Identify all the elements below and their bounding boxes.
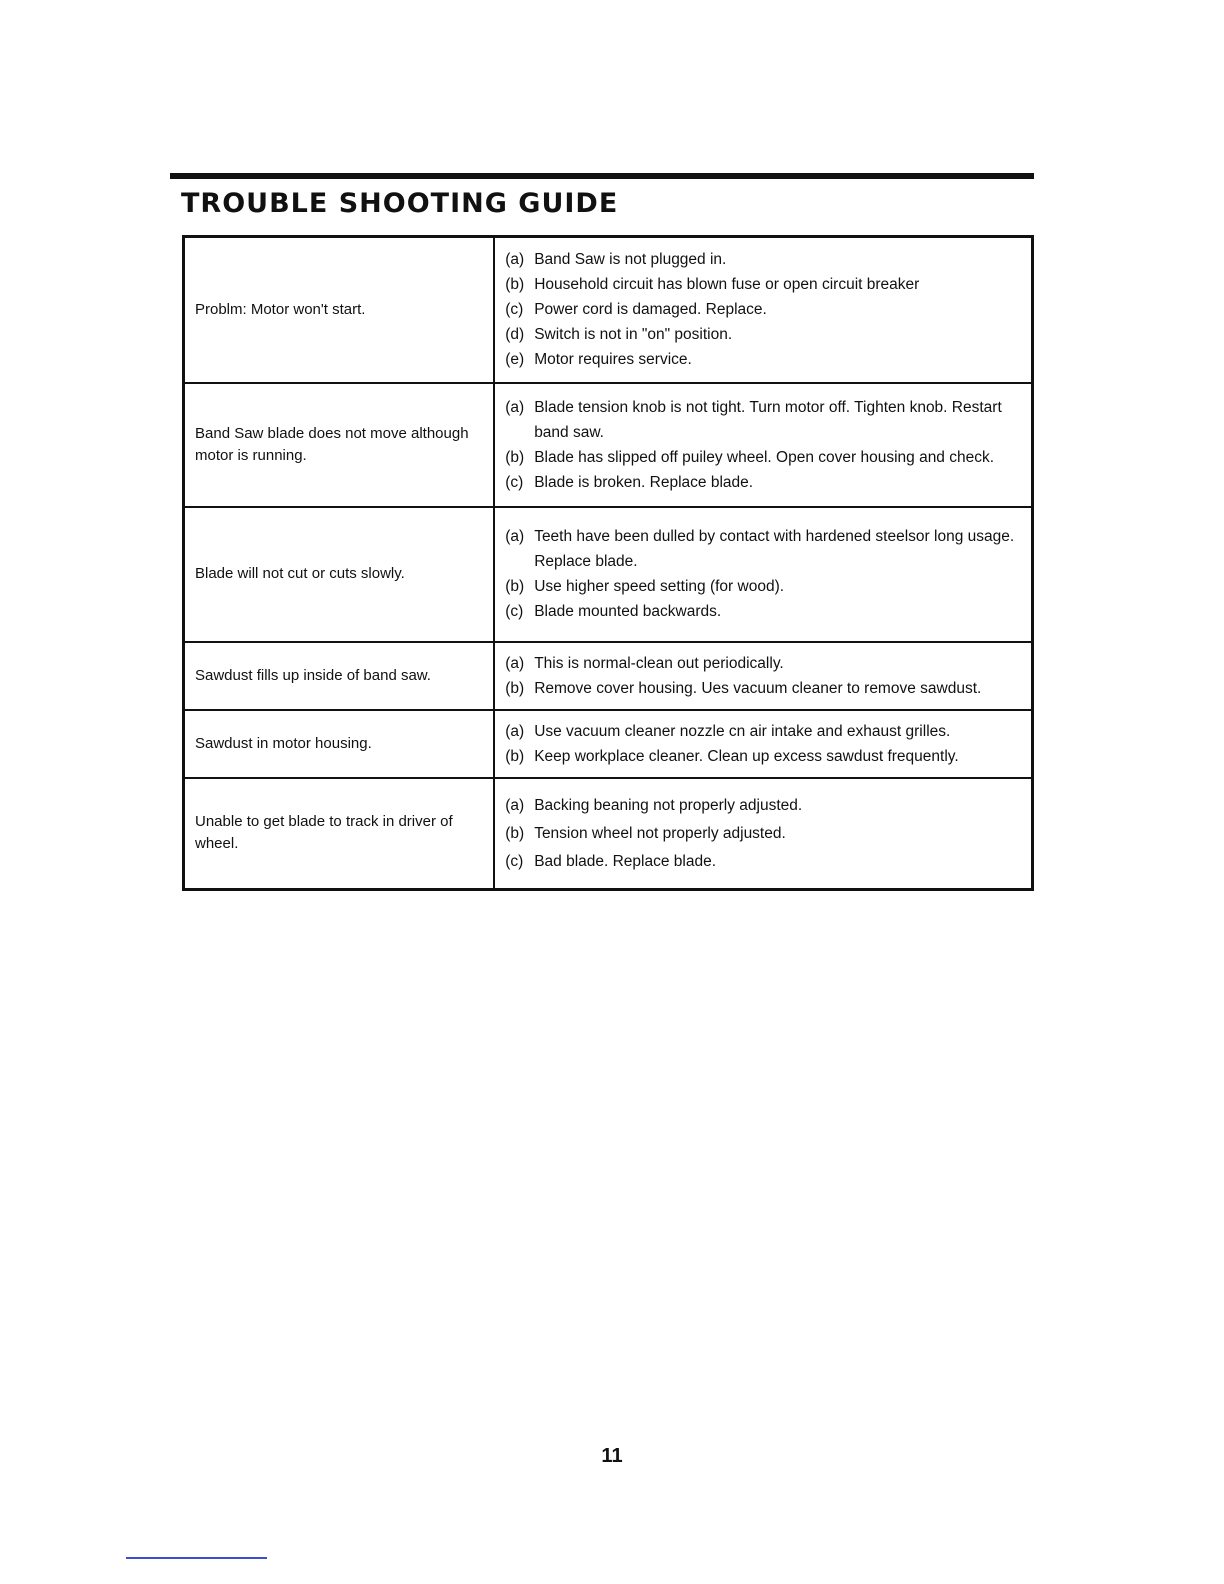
page-number: 11 — [601, 1445, 623, 1467]
top-rule — [170, 173, 1034, 179]
remedy-cell — [494, 507, 1032, 642]
remedy-letter: (e) — [505, 351, 525, 369]
remedy-letter: (c) — [505, 473, 524, 491]
remedy-text: Blade has slipped off puiley wheel. Open cover housing and check. — [534, 448, 995, 466]
remedy-item — [505, 574, 1021, 599]
remedy-item — [505, 347, 1021, 372]
remedy-item — [505, 395, 1021, 445]
remedy-cell — [494, 237, 1032, 383]
remedy-item — [505, 322, 1021, 347]
remedy-cell — [494, 778, 1032, 890]
remedy-list — [505, 651, 1021, 701]
remedy-item — [505, 470, 1021, 495]
remedy-cell — [494, 642, 1032, 710]
remedy-letter: (a) — [505, 528, 525, 545]
remedy-letter: (a) — [505, 796, 525, 814]
table-row — [184, 778, 1033, 890]
remedy-text: Bad blade. Replace blade. — [534, 852, 717, 870]
table-row — [184, 507, 1033, 642]
remedy-letter: (b) — [505, 578, 525, 595]
remedy-list — [505, 395, 1021, 495]
table-row — [184, 383, 1033, 507]
remedy-text: Remove cover housing. Ues vacuum cleaner to remove sawdust. — [534, 679, 982, 697]
remedy-letter: (b) — [505, 679, 525, 697]
remedy-text: This is normal-clean out periodically. — [534, 654, 784, 672]
link-underline — [126, 1557, 267, 1559]
remedy-item — [505, 676, 1021, 701]
table-row — [184, 710, 1033, 778]
remedy-letter: (b) — [505, 824, 525, 842]
remedy-text: Tension wheel not properly adjusted. — [534, 824, 786, 842]
remedy-item — [505, 599, 1021, 624]
problem-cell: Problm: Motor won't start. — [184, 237, 495, 383]
remedy-letter: (c) — [505, 301, 524, 319]
remedy-text: Household circuit has blown fuse or open circuit breaker — [534, 276, 920, 294]
problem-cell: Sawdust fills up inside of band saw. — [184, 642, 495, 710]
table-row — [184, 237, 1033, 383]
remedy-list — [505, 719, 1021, 769]
remedy-list — [505, 247, 1021, 372]
remedy-item — [505, 272, 1021, 297]
remedy-list — [505, 793, 1021, 874]
remedy-letter: (b) — [505, 448, 525, 466]
problem-cell: Unable to get blade to track in driver of wheel. — [184, 778, 495, 890]
problem-cell: Blade will not cut or cuts slowly. — [184, 507, 495, 642]
remedy-item — [505, 821, 1021, 846]
remedy-letter: (c) — [505, 603, 524, 620]
remedy-letter: (b) — [505, 747, 525, 765]
remedy-text: Backing beaning not properly adjusted. — [534, 796, 803, 814]
remedy-item — [505, 445, 1021, 470]
remedy-item — [505, 719, 1021, 744]
remedy-letter: (a) — [505, 251, 525, 269]
remedy-text: Use higher speed setting (for wood). — [534, 578, 785, 595]
table-row — [184, 642, 1033, 710]
remedy-text: Blade is broken. Replace blade. — [534, 473, 754, 491]
problem-cell: Band Saw blade does not move although motor is running. — [184, 383, 495, 507]
remedy-letter: (b) — [505, 276, 525, 294]
remedy-letter: (a) — [505, 654, 525, 672]
troubleshooting-table — [182, 235, 1034, 891]
remedy-item — [505, 297, 1021, 322]
remedy-letter: (c) — [505, 852, 524, 870]
remedy-text: Blade mounted backwards. — [534, 603, 722, 620]
remedy-text: Use vacuum cleaner nozzle cn air intake and exhaust grilles. — [534, 722, 951, 740]
remedy-text: Keep workplace cleaner. Clean up excess sawdust frequently. — [534, 747, 959, 765]
problem-cell: Sawdust in motor housing. — [184, 710, 495, 778]
remedy-item — [505, 651, 1021, 676]
remedy-cell — [494, 383, 1032, 507]
page-title: TROUBLE SHOOTING GUIDE — [181, 188, 619, 219]
remedy-item — [505, 849, 1021, 874]
remedy-text: Motor requires service. — [534, 351, 692, 369]
remedy-item — [505, 793, 1021, 818]
remedy-text: Band Saw is not plugged in. — [534, 251, 727, 269]
remedy-letter: (d) — [505, 326, 525, 344]
remedy-text: Blade tension knob is not tight. Turn motor off. Tighten knob. Restart band saw. — [534, 398, 1002, 441]
remedy-letter: (a) — [505, 398, 525, 416]
remedy-text: Teeth have been dulled by contact with hardened steelsor long usage. Replace blade. — [534, 528, 1015, 570]
remedy-list — [505, 524, 1021, 624]
remedy-item — [505, 247, 1021, 272]
remedy-cell — [494, 710, 1032, 778]
remedy-letter: (a) — [505, 722, 525, 740]
remedy-text: Switch is not in "on" position. — [534, 326, 733, 344]
remedy-item — [505, 524, 1021, 574]
remedy-text: Power cord is damaged. Replace. — [534, 301, 767, 319]
remedy-item — [505, 744, 1021, 769]
